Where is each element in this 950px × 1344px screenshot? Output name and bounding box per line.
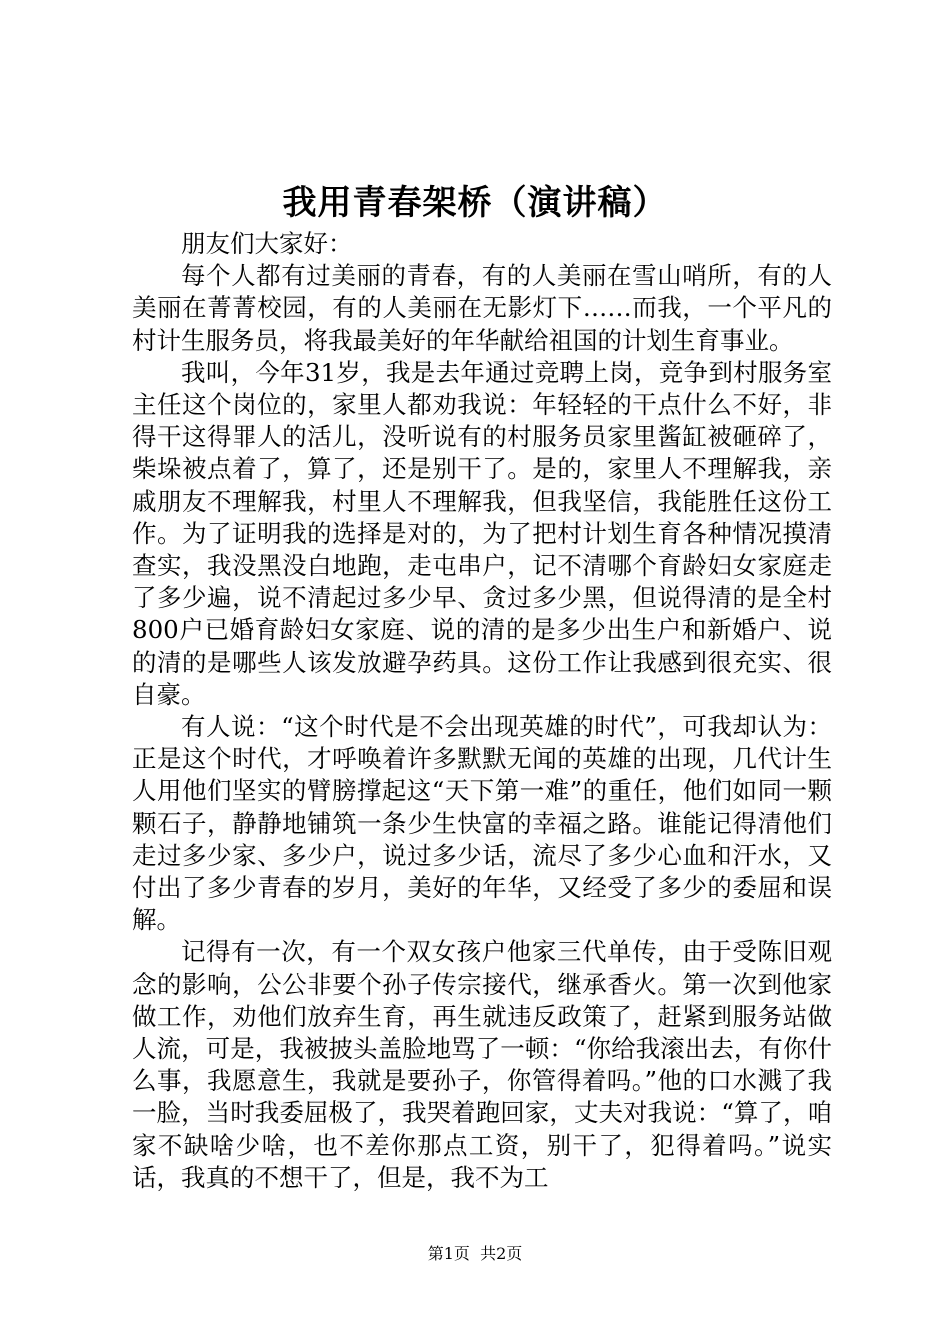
page-number: 第1页 <box>427 1244 470 1263</box>
page-total: 共2页 <box>480 1244 523 1263</box>
page-footer <box>0 1243 950 1265</box>
greeting-paragraph: 朋友们大家好： <box>181 229 353 258</box>
body-paragraph: 每个人都有过美丽的青春，有的人美丽在雪山哨所，有的人美丽在菁菁校园，有的人美丽在无影灯下……而我，一个平凡的村计生服务员，将我最美好的年华献给祖国的计划生育事业。 <box>132 261 832 355</box>
body-paragraph: 有人说：“这个时代是不会出现英雄的时代”，可我却认为：正是这个时代，才呼唤着许多默默无闻的英雄的出现，几代计生人用他们坚实的臂膀撑起这“天下第一难”的重任，他们如同一颗颗石子，静静地铺筑一条少生快富的幸福之路。谁能记得清他们走过多少家、多少户，说过多少话，流尽了多少心血和汗水，又付出了多少青春的岁月，美好的年华，又经受了多少的委屈和误解。 <box>132 712 832 935</box>
body-paragraph: 我叫，今年31岁，我是去年通过竞聘上岗，竞争到村服务室主任这个岗位的，家里人都劝我说：年轻轻的干点什么不好，非得干这得罪人的活儿，没听说有的村服务员家里酱缸被砸碎了，柴垛被点着了，算了，还是别干了。是的，家里人不理解我，亲戚朋友不理解我，村里人不理解我，但我坚信，我能胜任这份工作。为了证明我的选择是对的，为了把村计划生育各种情况摸清查实，我没黑没白地跑，走屯串户，记不清哪个育龄妇女家庭走了多少遍，说不清起过多少早、贪过多少黑，但说得清的是全村800户已婚育龄妇女家庭、说的清的是多少出生户和新婚户、说的清的是哪些人该发放避孕药具。这份工作让我感到很充实、很自豪。 <box>132 357 832 709</box>
document-title: 我用青春架桥（演讲稿） <box>282 183 668 223</box>
document-body <box>132 228 832 1194</box>
body-paragraph: 记得有一次，有一个双女孩户他家三代单传，由于受陈旧观念的影响，公公非要个孙子传宗接代，继承香火。第一次到他家做工作，劝他们放弃生育，再生就违反政策了，赶紧到服务站做人流，可是，我被披头盖脸地骂了一顿：“你给我滚出去，有你什么事，我愿意生，我就是要孙子，你管得着吗。”他的口水溅了我一脸，当时我委屈极了，我哭着跑回家，丈夫对我说：“算了，咱家不缺啥少啥，也不差你那点工资，别干了，犯得着吗。”说实话，我真的不想干了，但是，我不为工 <box>132 937 832 1192</box>
